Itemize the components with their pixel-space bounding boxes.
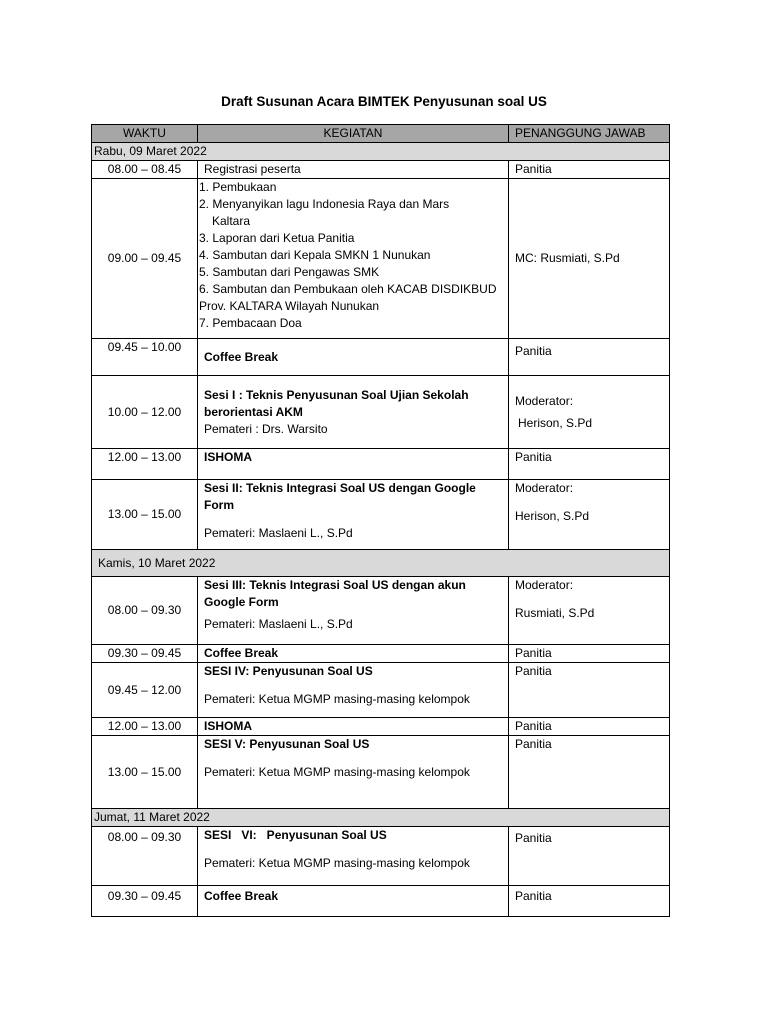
pj-cell: Panitia xyxy=(509,827,670,886)
opening-agenda-list xyxy=(199,179,502,332)
session-speaker: Pemateri: Ketua MGMP masing-masing kelompok xyxy=(204,692,470,706)
table-row xyxy=(92,179,670,339)
day-label: Jumat, 11 Maret 2022 xyxy=(92,809,670,827)
list-item: 4. Sambutan dari Kepala SMKN 1 Nunukan xyxy=(199,248,431,262)
time-cell: 09.45 – 12.00 xyxy=(92,663,198,718)
header-kegiatan: KEGIATAN xyxy=(198,125,509,143)
activity-cell: Registrasi peserta xyxy=(198,161,509,179)
pj-cell: Panitia xyxy=(509,339,670,376)
list-item: 5. Sambutan dari Pengawas SMK xyxy=(199,265,380,279)
time-cell: 10.00 – 12.00 xyxy=(92,376,198,449)
pj-cell: Panitia xyxy=(509,718,670,736)
session-speaker: Pemateri: Ketua MGMP masing-masing kelompok xyxy=(204,765,470,779)
day-label: Rabu, 09 Maret 2022 xyxy=(92,143,670,161)
time-cell: 13.00 – 15.00 xyxy=(92,736,198,809)
pj-cell xyxy=(509,376,670,449)
activity-cell xyxy=(198,663,509,718)
table-row xyxy=(92,376,670,449)
activity-cell: ISHOMA xyxy=(198,718,509,736)
pj-cell: Panitia xyxy=(509,886,670,917)
moderator-label: Moderator: xyxy=(515,481,574,495)
list-item: 3. Laporan dari Ketua Panitia xyxy=(199,231,355,245)
pj-cell: Panitia xyxy=(509,663,670,718)
time-cell: 08.00 – 09.30 xyxy=(92,827,198,886)
list-item: 1. Pembukaan xyxy=(199,180,277,194)
session-title: Sesi II: Teknis Integrasi Soal US dengan Google Form xyxy=(204,481,476,512)
activity-cell xyxy=(198,179,509,339)
list-item: Prov. KALTARA Wilayah Nunukan xyxy=(199,299,380,313)
session-speaker: Pemateri: Maslaeni L., S.Pd xyxy=(204,526,353,540)
table-row xyxy=(92,577,670,645)
time-cell: 09.30 – 09.45 xyxy=(92,645,198,663)
list-item: 2. Menyanyikan lagu Indonesia Raya dan Mars xyxy=(199,197,450,211)
activity-cell xyxy=(198,827,509,886)
table-row xyxy=(92,339,670,376)
document-title: Draft Susunan Acara BIMTEK Penyusunan soal US xyxy=(221,94,547,109)
activity-cell: Coffee Break xyxy=(198,645,509,663)
time-cell: 12.00 – 13.00 xyxy=(92,449,198,480)
list-item: 6. Sambutan dan Pembukaan oleh KACAB DISDIKBUD xyxy=(199,282,497,296)
moderator-label: Moderator: xyxy=(515,578,574,592)
session-speaker: Pemateri : Drs. Warsito xyxy=(204,421,328,436)
time-cell: 08.00 – 08.45 xyxy=(92,161,198,179)
session-title: Sesi III: Teknis Integrasi Soal US dengan akun Google Form xyxy=(204,578,466,609)
session-title: SESI V: Penyusunan Soal US xyxy=(204,737,370,751)
session-speaker: Pemateri: Ketua MGMP masing-masing kelompok xyxy=(204,856,470,870)
moderator-label: Moderator: xyxy=(515,393,574,408)
table-row xyxy=(92,161,670,179)
day-row-jumat xyxy=(92,809,670,827)
moderator-name: Rusmiati, S.Pd xyxy=(515,606,595,620)
table-row xyxy=(92,736,670,809)
time-cell: 12.00 – 13.00 xyxy=(92,718,198,736)
pj-cell: Panitia xyxy=(509,161,670,179)
session-speaker: Pemateri: Maslaeni L., S.Pd xyxy=(204,617,353,631)
activity-cell: ISHOMA xyxy=(198,449,509,480)
table-header-row xyxy=(92,125,670,143)
table-row xyxy=(92,827,670,886)
time-cell: 09.45 – 10.00 xyxy=(92,339,198,376)
time-cell: 09.30 – 09.45 xyxy=(92,886,198,917)
activity-cell: Coffee Break xyxy=(198,339,509,376)
day-row-kamis xyxy=(92,550,670,577)
activity-cell xyxy=(198,376,509,449)
day-row-rabu xyxy=(92,143,670,161)
table-row xyxy=(92,886,670,917)
pj-cell xyxy=(509,480,670,550)
table-row xyxy=(92,645,670,663)
moderator-name: Herison, S.Pd xyxy=(515,509,590,523)
list-item: 7. Pembacaan Doa xyxy=(199,316,302,330)
pj-cell: Panitia xyxy=(509,645,670,663)
day-label: Kamis, 10 Maret 2022 xyxy=(92,550,670,577)
activity-cell xyxy=(198,577,509,645)
table-row xyxy=(92,718,670,736)
header-penanggung-jawab: PENANGGUNG JAWAB xyxy=(509,125,670,143)
time-cell: 13.00 – 15.00 xyxy=(92,480,198,550)
table-row xyxy=(92,663,670,718)
activity-cell: Coffee Break xyxy=(198,886,509,917)
table-row xyxy=(92,480,670,550)
pj-cell: MC: Rusmiati, S.Pd xyxy=(509,179,670,339)
moderator-name: Herison, S.Pd xyxy=(518,415,593,430)
time-cell: 08.00 – 09.30 xyxy=(92,577,198,645)
pj-cell: Panitia xyxy=(509,449,670,480)
table-row xyxy=(92,449,670,480)
session-title: SESI IV: Penyusunan Soal US xyxy=(204,664,373,678)
time-cell: 09.00 – 09.45 xyxy=(92,179,198,339)
schedule-table xyxy=(91,124,670,917)
activity-cell xyxy=(198,480,509,550)
activity-cell xyxy=(198,736,509,809)
session-title: Sesi I : Teknis Penyusunan Soal Ujian Sekolah berorientasi AKM xyxy=(204,387,469,419)
pj-cell: Panitia xyxy=(509,736,670,809)
header-waktu: WAKTU xyxy=(92,125,198,143)
session-title: SESI VI: Penyusunan Soal US xyxy=(204,828,387,842)
pj-cell xyxy=(509,577,670,645)
list-item: Kaltara xyxy=(212,214,251,228)
